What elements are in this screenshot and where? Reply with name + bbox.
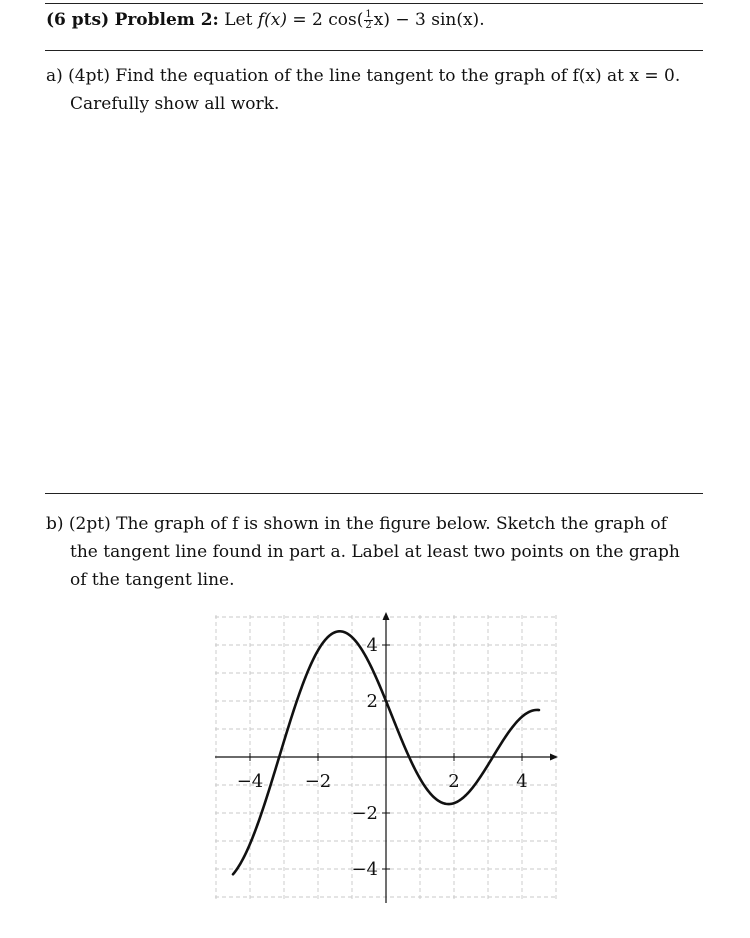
function-rhs-a: = 2 cos( (292, 10, 364, 30)
x-tick-label: −2 (304, 771, 332, 792)
function-lhs: f(x) (257, 10, 287, 30)
y-tick-label: −2 (351, 803, 378, 824)
y-axis-arrow-icon (383, 612, 390, 620)
part-a-line-2: Carefully show all work. (70, 94, 280, 114)
y-tick-label: 4 (366, 635, 378, 656)
x-tick-label: 4 (516, 771, 528, 792)
header-rule (45, 50, 703, 51)
section-divider (45, 493, 703, 494)
part-a (46, 62, 702, 118)
y-tick-label: −4 (351, 859, 378, 880)
part-b (46, 510, 702, 594)
problem-label: Problem 2: (114, 10, 219, 30)
part-b-line-3: of the tangent line. (70, 570, 235, 590)
part-a-line-1: a) (4pt) Find the equation of the line tangent to the graph of f(x) at x = 0. (46, 66, 681, 86)
problem-points: (6 pts) (46, 10, 110, 30)
x-tick-label: 2 (448, 771, 460, 792)
fraction-denominator: 2 (365, 20, 372, 31)
x-axis-arrow-icon (550, 754, 558, 761)
part-b-line-2: the tangent line found in part a. Label at least two points on the graph (70, 542, 680, 562)
one-half-fraction (364, 10, 372, 31)
top-rule (45, 3, 703, 4)
part-b-line-1: b) (2pt) The graph of f is shown in the figure below. Sketch the graph of (46, 514, 667, 534)
axes (215, 612, 558, 903)
problem-statement-prefix: Let (224, 10, 253, 30)
x-tick-label: −4 (236, 771, 264, 792)
fraction-numerator: 1 (365, 9, 372, 20)
problem-header (46, 10, 485, 31)
function-graph (210, 610, 560, 905)
y-tick-label: 2 (366, 691, 378, 712)
function-rhs-b: x) − 3 sin(x). (373, 10, 485, 30)
